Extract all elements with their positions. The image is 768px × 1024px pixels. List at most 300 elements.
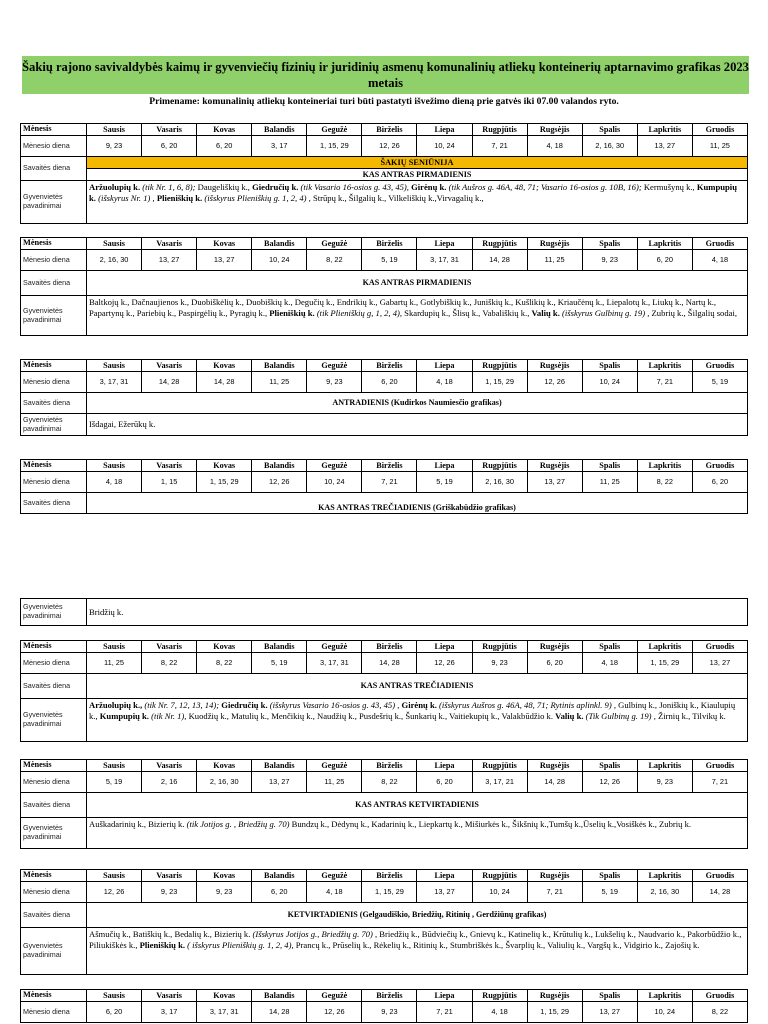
collection-days-cell: 9, 23 (87, 136, 142, 157)
month-name: Vasaris (142, 641, 197, 653)
month-name: Lapkritis (637, 760, 692, 772)
collection-days-cell: 2, 16, 30 (637, 882, 692, 903)
settlement-note: (išskyrus Gulbinų g. 19) (559, 308, 646, 318)
collection-days-cell: 14, 28 (472, 250, 527, 271)
collection-days-cell: 13, 27 (252, 772, 307, 793)
collection-days-cell: 7, 21 (692, 772, 747, 793)
month-name: Balandis (252, 760, 307, 772)
month-name: Sausis (87, 990, 142, 1002)
collection-days-cell: 13, 27 (197, 250, 252, 271)
month-name: Gegužė (307, 360, 362, 372)
collection-days-cell: 8, 22 (307, 250, 362, 271)
weekday-row (21, 271, 748, 296)
month-name: Balandis (252, 238, 307, 250)
collection-days-cell: 10, 24 (307, 472, 362, 493)
month-name: Kovas (197, 460, 252, 472)
month-name: Gruodis (692, 641, 747, 653)
collection-days-cell: 5, 19 (362, 250, 417, 271)
month-name: Balandis (252, 460, 307, 472)
collection-days-cell: 11, 25 (87, 653, 142, 674)
settlements-row (21, 699, 748, 742)
collection-days-cell: 6, 20 (87, 1002, 142, 1023)
settlement-name-bold: Valių k. (555, 711, 584, 721)
settlement-name-bold: Kumpupių k. (89, 182, 737, 203)
weekday-label: Savaitės diena (21, 493, 87, 514)
collection-days-cell: 8, 22 (362, 772, 417, 793)
month-name: Kovas (197, 238, 252, 250)
collection-days-cell: 4, 18 (87, 472, 142, 493)
settlement-note: ( išskyrus Plieniškių g. 1, 2, 4), (185, 940, 294, 950)
reminder-note: Primename: komunalinių atliekų konteineriai turi būti pastatyti išvežimo dieną prie gatvės iki 07.00 valandos ryto. (149, 96, 619, 107)
settlement-text: Išdagai, Ežerūkų k. (89, 419, 156, 429)
weekday-value: KAS ANTRAS TREČIADIENIS (Griškabūdžio grafikas) (87, 493, 748, 514)
settlement-text: , Gulbinų k., Joniškių k., Kiaulupių k., (89, 700, 736, 721)
month-day-label: Mėnesio diena (21, 882, 87, 903)
schedule-block (20, 459, 748, 514)
weekday-label: Savaitės diena (21, 903, 87, 928)
month-name: Lapkritis (637, 641, 692, 653)
weekday-value: KAS ANTRAS KETVIRTADIENIS (87, 793, 748, 818)
weekday-row (21, 493, 748, 514)
collection-days-cell: 6, 20 (362, 372, 417, 393)
month-name: Gruodis (692, 760, 747, 772)
month-name: Vasaris (142, 124, 197, 136)
month-name: Kovas (197, 360, 252, 372)
schedule-block (20, 640, 748, 742)
month-name: Rugpjūtis (472, 641, 527, 653)
month-name: Sausis (87, 360, 142, 372)
collection-days-cell: 5, 19 (252, 653, 307, 674)
collection-days-row (21, 882, 748, 903)
weekday-row (21, 793, 748, 818)
month-name: Birželis (362, 238, 417, 250)
settlements-label: Gyvenvietės pavadinimai (21, 181, 87, 224)
settlements-list (87, 599, 748, 626)
month-name: Kovas (197, 990, 252, 1002)
collection-days-cell: 3, 17 (142, 1002, 197, 1023)
settlement-text: Daugeliškių k., (195, 182, 253, 192)
settlement-note: (Tik Gulbinų g. 19) (583, 711, 652, 721)
settlements-list (87, 414, 748, 436)
collection-days-cell: 3, 17, 31 (197, 1002, 252, 1023)
collection-days-cell: 14, 28 (142, 372, 197, 393)
settlement-text: , Zubrių k., Šilgalių sodai, (645, 308, 737, 318)
collection-days-cell: 1, 15, 29 (472, 372, 527, 393)
collection-days-cell: 7, 21 (472, 136, 527, 157)
collection-days-cell: 1, 15, 29 (307, 136, 362, 157)
collection-days-cell: 12, 26 (527, 372, 582, 393)
collection-days-cell: 9, 23 (307, 372, 362, 393)
collection-days-cell: 4, 18 (527, 136, 582, 157)
collection-days-cell: 9, 23 (582, 250, 637, 271)
month-header-row (21, 641, 748, 653)
settlement-text: Bundzų k., Dėdynų k., Kadarinių k., Liepkartų k., Mišiurkės k., Šikšnių k.,Tumšų k.,Ūselių k.,Vosiškės k., Zubrių k. (289, 819, 692, 829)
settlement-text: Auškadarinių k., Bizierių k. (89, 819, 187, 829)
collection-days-cell: 12, 26 (87, 882, 142, 903)
settlement-name-bold: Plieniškių k. (139, 940, 185, 950)
month-label: Mėnesis (21, 870, 87, 882)
collection-days-cell: 4, 18 (582, 653, 637, 674)
month-name: Lapkritis (637, 238, 692, 250)
collection-days-cell: 5, 19 (417, 472, 472, 493)
collection-days-cell: 11, 25 (582, 472, 637, 493)
collection-days-cell: 9, 23 (472, 653, 527, 674)
collection-days-cell: 14, 28 (527, 772, 582, 793)
month-header-row (21, 124, 748, 136)
collection-days-cell: 7, 21 (417, 1002, 472, 1023)
month-name: Rugpjūtis (472, 870, 527, 882)
collection-days-row (21, 653, 748, 674)
month-name: Balandis (252, 124, 307, 136)
settlements-label: Gyvenvietės pavadinimai (21, 296, 87, 336)
month-name: Lapkritis (637, 124, 692, 136)
month-name: Balandis (252, 360, 307, 372)
settlements-label: Gyvenvietės pavadinimai (21, 928, 87, 975)
weekday-value: KETVIRTADIENIS (Gelgaudiškio, Briedžių, Ritinių , Gerdžiūnų grafikas) (87, 903, 748, 928)
weekday-row (21, 903, 748, 928)
seniunija-heading: ŠAKIŲ SENIŪNIJA (87, 157, 748, 169)
weekday-label: Savaitės diena (21, 157, 87, 181)
month-name: Gruodis (692, 238, 747, 250)
month-day-label: Mėnesio diena (21, 1002, 87, 1023)
collection-days-cell: 12, 26 (362, 136, 417, 157)
month-name: Liepa (417, 870, 472, 882)
collection-days-cell: 7, 21 (637, 372, 692, 393)
collection-days-cell: 12, 26 (582, 772, 637, 793)
month-name: Spalis (582, 990, 637, 1002)
collection-days-cell: 10, 24 (582, 372, 637, 393)
month-name: Rugpjūtis (472, 760, 527, 772)
collection-days-cell: 1, 15, 29 (362, 882, 417, 903)
collection-days-cell: 12, 26 (417, 653, 472, 674)
settlement-text: Prancų k., Prūselių k., Rėkelių k., Ritinių k., Stumbriškės k., Švarplių k., Valiulių k., Vargšų k., Vidgirio k., Zajošių k. (293, 940, 700, 950)
schedule-block (20, 359, 748, 436)
collection-days-cell: 4, 18 (417, 372, 472, 393)
collection-days-cell: 7, 21 (527, 882, 582, 903)
schedule-block (20, 123, 748, 224)
month-name: Rugpjūtis (472, 124, 527, 136)
month-name: Liepa (417, 238, 472, 250)
collection-days-cell: 8, 22 (692, 1002, 747, 1023)
month-name: Rugsėjis (527, 360, 582, 372)
month-day-label: Mėnesio diena (21, 136, 87, 157)
month-name: Gruodis (692, 990, 747, 1002)
month-name: Liepa (417, 641, 472, 653)
settlement-note: (išskyrus Vasario 16-osios g. 43, 45) (267, 700, 396, 710)
month-name: Gegužė (307, 460, 362, 472)
settlements-list (87, 928, 748, 975)
month-name: Balandis (252, 641, 307, 653)
month-label: Mėnesis (21, 990, 87, 1002)
month-name: Birželis (362, 460, 417, 472)
collection-days-cell: 14, 28 (197, 372, 252, 393)
month-name: Kovas (197, 124, 252, 136)
settlement-text: Skardupių k., Šlisų k., Vabališkių k., (402, 308, 532, 318)
settlement-text: Kermušynų k., (641, 182, 697, 192)
settlements-row (21, 818, 748, 849)
collection-days-cell: 11, 25 (692, 136, 747, 157)
month-name: Kovas (197, 760, 252, 772)
month-name: Liepa (417, 124, 472, 136)
month-name: Gegužė (307, 990, 362, 1002)
month-name: Gegužė (307, 124, 362, 136)
settlement-note: (išskyrus Aušros g. 46A, 48, 71; Rytinis aplinkl. 9) (436, 700, 612, 710)
month-name: Balandis (252, 870, 307, 882)
month-name: Vasaris (142, 238, 197, 250)
settlements-label: Gyvenvietės pavadinimai (21, 818, 87, 849)
collection-days-cell: 1, 15, 29 (197, 472, 252, 493)
collection-days-cell: 6, 20 (692, 472, 747, 493)
month-header-row (21, 360, 748, 372)
weekday-row (21, 157, 748, 169)
collection-days-cell: 2, 16, 30 (197, 772, 252, 793)
collection-days-cell: 2, 16, 30 (87, 250, 142, 271)
month-name: Gruodis (692, 360, 747, 372)
collection-days-cell: 1, 15 (142, 472, 197, 493)
settlement-text: Bridžių k. (89, 606, 124, 617)
month-header-row (21, 870, 748, 882)
collection-days-cell: 5, 19 (582, 882, 637, 903)
collection-days-cell: 14, 28 (362, 653, 417, 674)
collection-days-cell: 8, 22 (637, 472, 692, 493)
month-header-row (21, 238, 748, 250)
collection-days-row (21, 1002, 748, 1023)
month-name: Rugpjūtis (472, 238, 527, 250)
settlements-label: Gyvenvietės pavadinimai (21, 599, 87, 626)
settlement-note: (tik Plieniškių g, 1, 2, 4), (314, 308, 403, 318)
month-name: Vasaris (142, 990, 197, 1002)
collection-days-cell: 3, 17, 31 (87, 372, 142, 393)
collection-days-cell: 4, 18 (692, 250, 747, 271)
collection-days-cell: 5, 19 (692, 372, 747, 393)
settlement-note: (išskyrus Plieniškių g. 1, 2, 4) (202, 193, 307, 203)
month-name: Lapkritis (637, 460, 692, 472)
collection-days-cell: 6, 20 (417, 772, 472, 793)
month-header-row (21, 990, 748, 1002)
collection-days-cell: 3, 17, 31 (307, 653, 362, 674)
settlement-text: , (395, 700, 402, 710)
month-name: Kovas (197, 641, 252, 653)
collection-days-cell: 1, 15, 29 (527, 1002, 582, 1023)
month-name: Rugpjūtis (472, 360, 527, 372)
month-name: Liepa (417, 760, 472, 772)
collection-days-cell: 1, 15, 29 (637, 653, 692, 674)
settlement-note: (tik Nr. 7, 12, 13, 14); (142, 700, 220, 710)
collection-days-cell: 4, 18 (307, 882, 362, 903)
month-name: Spalis (582, 360, 637, 372)
month-name: Gruodis (692, 124, 747, 136)
month-label: Mėnesis (21, 124, 87, 136)
settlements-label: Gyvenvietės pavadinimai (21, 699, 87, 742)
collection-days-cell: 2, 16, 30 (582, 136, 637, 157)
settlement-note: (tik Jotijos g. , Briedžių g. 70) (186, 819, 290, 829)
collection-days-cell: 13, 27 (142, 250, 197, 271)
month-day-label: Mėnesio diena (21, 653, 87, 674)
collection-days-cell: 14, 28 (692, 882, 747, 903)
collection-days-cell: 11, 25 (527, 250, 582, 271)
collection-days-cell: 2, 16 (142, 772, 197, 793)
month-name: Spalis (582, 870, 637, 882)
collection-days-cell: 2, 16, 30 (472, 472, 527, 493)
collection-days-cell: 13, 27 (582, 1002, 637, 1023)
month-name: Sausis (87, 760, 142, 772)
month-header-row (21, 460, 748, 472)
settlement-name-bold: Plieniškių k. (156, 193, 203, 203)
collection-days-cell: 10, 24 (472, 882, 527, 903)
settlements-row (21, 296, 748, 336)
month-day-label: Mėnesio diena (21, 250, 87, 271)
month-name: Spalis (582, 124, 637, 136)
month-name: Rugpjūtis (472, 460, 527, 472)
collection-days-row (21, 250, 748, 271)
collection-days-cell: 6, 20 (142, 136, 197, 157)
month-name: Liepa (417, 990, 472, 1002)
weekday-subrow (21, 169, 748, 181)
collection-days-cell: 9, 23 (362, 1002, 417, 1023)
month-name: Gegužė (307, 870, 362, 882)
month-name: Liepa (417, 460, 472, 472)
settlement-name-bold: Girėnų k. (401, 700, 437, 710)
collection-days-cell: 11, 25 (307, 772, 362, 793)
collection-days-cell: 9, 23 (197, 882, 252, 903)
settlements-row (21, 599, 748, 626)
month-name: Liepa (417, 360, 472, 372)
collection-days-cell: 10, 24 (417, 136, 472, 157)
month-name: Lapkritis (637, 990, 692, 1002)
settlements-row (21, 928, 748, 975)
weekday-label: Savaitės diena (21, 393, 87, 414)
settlement-text: , Žirnių k., Tilvikų k. (651, 711, 726, 721)
month-name: Spalis (582, 460, 637, 472)
settlement-name-bold: Giedručių k. (221, 700, 268, 710)
month-name: Gegužė (307, 641, 362, 653)
month-name: Vasaris (142, 760, 197, 772)
month-name: Lapkritis (637, 360, 692, 372)
weekday-value: KAS ANTRAS TREČIADIENIS (87, 674, 748, 699)
settlement-name-bold: Aržuolupių k. (89, 182, 141, 192)
month-header-row (21, 760, 748, 772)
settlement-text: , (150, 193, 157, 203)
month-name: Kovas (197, 870, 252, 882)
month-name: Gruodis (692, 460, 747, 472)
collection-days-cell: 13, 27 (417, 882, 472, 903)
month-label: Mėnesis (21, 460, 87, 472)
collection-days-cell: 3, 17 (252, 136, 307, 157)
month-label: Mėnesis (21, 360, 87, 372)
month-name: Vasaris (142, 460, 197, 472)
schedule-block (20, 989, 748, 1023)
weekday-label: Savaitės diena (21, 793, 87, 818)
weekday-value: KAS ANTRAS PIRMADIENIS (87, 169, 748, 181)
collection-days-cell: 11, 25 (252, 372, 307, 393)
month-name: Birželis (362, 870, 417, 882)
settlements-list (87, 296, 748, 336)
collection-days-row (21, 472, 748, 493)
collection-days-cell: 3, 17, 31 (417, 250, 472, 271)
settlements-list (87, 818, 748, 849)
collection-days-cell: 13, 27 (527, 472, 582, 493)
settlement-note: (tik Vasario 16-osios g. 43, 45), (298, 182, 409, 192)
settlement-note: (Išskyrus Jotijos g., Briedžių g. 70) (252, 929, 373, 939)
collection-days-cell: 7, 21 (362, 472, 417, 493)
collection-days-cell: 10, 24 (637, 1002, 692, 1023)
month-name: Lapkritis (637, 870, 692, 882)
collection-days-cell: 10, 24 (252, 250, 307, 271)
month-label: Mėnesis (21, 641, 87, 653)
month-label: Mėnesis (21, 760, 87, 772)
month-name: Rugsėjis (527, 990, 582, 1002)
collection-days-cell: 9, 23 (142, 882, 197, 903)
collection-days-row (21, 772, 748, 793)
month-name: Birželis (362, 990, 417, 1002)
settlement-name-bold: Giedručių k. (252, 182, 299, 192)
settlements-list (87, 181, 748, 224)
collection-days-cell: 8, 22 (197, 653, 252, 674)
collection-days-cell: 13, 27 (637, 136, 692, 157)
month-day-label: Mėnesio diena (21, 772, 87, 793)
month-name: Rugsėjis (527, 641, 582, 653)
collection-days-cell: 6, 20 (197, 136, 252, 157)
settlement-note: (tik Aušros g. 46A, 48, 71; Vasario 16-osios g. 10B, 16); (446, 182, 642, 192)
weekday-label: Savaitės diena (21, 674, 87, 699)
settlements-row (21, 414, 748, 436)
weekday-row (21, 393, 748, 414)
month-name: Birželis (362, 760, 417, 772)
collection-days-row (21, 136, 748, 157)
schedule-block-continued (20, 598, 748, 626)
month-name: Spalis (582, 641, 637, 653)
settlement-note: (tik Nr. 1, 6, 8); (140, 182, 196, 192)
settlement-name-bold: Girėnų k. (411, 182, 447, 192)
month-name: Rugsėjis (527, 460, 582, 472)
collection-days-cell: 5, 19 (87, 772, 142, 793)
collection-days-cell: 12, 26 (252, 472, 307, 493)
schedule-block (20, 759, 748, 849)
document-title: Šakių rajono savivaldybės kaimų ir gyvenviečių fizinių ir juridinių asmenų komunalinių atliekų konteinerių aptarnavimo grafikas 2023 metais (22, 56, 749, 94)
settlement-text: , Briedžių k., Būdviečių k., Gnievų k., Katinelių k., Krūtulių k., Lukšelių k., Naudvario k., Pakorbūdžio k., Piliukiškės k., (89, 929, 742, 950)
month-name: Rugsėjis (527, 760, 582, 772)
month-name: Rugsėjis (527, 870, 582, 882)
settlement-name-bold: Aržuolupių k., (89, 700, 143, 710)
schedule-block (20, 869, 748, 975)
month-name: Rugsėjis (527, 238, 582, 250)
month-name: Sausis (87, 641, 142, 653)
month-label: Mėnesis (21, 238, 87, 250)
settlements-label: Gyvenvietės pavadinimai (21, 414, 87, 436)
collection-days-cell: 6, 20 (252, 882, 307, 903)
month-day-label: Mėnesio diena (21, 372, 87, 393)
month-name: Gegužė (307, 760, 362, 772)
schedule-block (20, 237, 748, 336)
weekday-row (21, 674, 748, 699)
settlement-name-bold: Plieniškių k. (269, 308, 315, 318)
settlement-text: , Strūpų k., Šilgalių k., Vilkeliškių k.,Virvagalių k., (306, 193, 484, 203)
month-name: Birželis (362, 124, 417, 136)
month-name: Rugsėjis (527, 124, 582, 136)
collection-days-cell: 12, 26 (307, 1002, 362, 1023)
collection-days-cell: 9, 23 (637, 772, 692, 793)
month-name: Birželis (362, 641, 417, 653)
weekday-label: Savaitės diena (21, 271, 87, 296)
collection-days-cell: 3, 17, 21 (472, 772, 527, 793)
collection-days-cell: 6, 20 (527, 653, 582, 674)
month-name: Birželis (362, 360, 417, 372)
month-name: Spalis (582, 760, 637, 772)
settlement-name-bold: Valių k. (531, 308, 560, 318)
month-name: Sausis (87, 460, 142, 472)
collection-days-cell: 6, 20 (637, 250, 692, 271)
month-name: Gegužė (307, 238, 362, 250)
